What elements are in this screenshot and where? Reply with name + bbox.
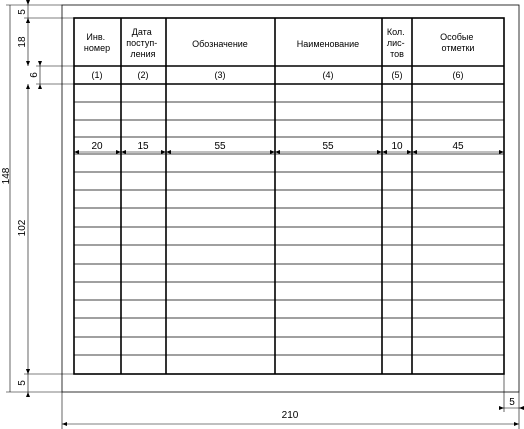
- dim-right-margin: 5: [509, 397, 515, 408]
- width-label-col2: 15: [137, 141, 149, 152]
- dim-bottom-margin: 5: [17, 380, 28, 386]
- width-label-col1: 20: [91, 141, 103, 152]
- header-sheet-count: Кол. лис- тов: [386, 27, 405, 59]
- column-number-4: (4): [322, 70, 334, 80]
- bottom-dimensions: [62, 374, 524, 429]
- sheet-border: [62, 5, 519, 392]
- width-label-col6: 45: [452, 141, 464, 152]
- column-number-6: (6): [452, 70, 464, 80]
- width-label-col3: 55: [214, 141, 226, 152]
- header-receipt-date: Дата поступ- ления: [126, 27, 158, 59]
- dim-body-height: 102: [17, 219, 28, 237]
- header-special-notes: Особые отметки: [440, 32, 475, 53]
- left-dimensions: [1, 0, 74, 397]
- header-name: Наименование: [296, 39, 360, 49]
- column-number-3: (3): [214, 70, 226, 80]
- dim-header-height: 18: [17, 36, 28, 48]
- header-inv-number: Инв. номер: [83, 32, 111, 53]
- dim-top-margin: 5: [17, 9, 28, 15]
- width-label-col5: 10: [391, 141, 403, 152]
- column-number-2: (2): [137, 70, 149, 80]
- column-width-dimensions: [74, 141, 504, 154]
- column-dividers: [121, 18, 412, 374]
- column-number-row: [92, 70, 464, 80]
- header-row: [84, 27, 476, 59]
- dim-total-height: 148: [1, 167, 12, 185]
- width-label-col4: 55: [322, 141, 334, 152]
- row-lines: [74, 66, 504, 355]
- header-designation: Обозначение: [192, 39, 248, 49]
- dim-total-width: 210: [281, 410, 299, 421]
- dim-number-row-height: 6: [29, 72, 40, 78]
- column-number-1: (1): [91, 70, 103, 80]
- column-number-5: (5): [391, 70, 403, 80]
